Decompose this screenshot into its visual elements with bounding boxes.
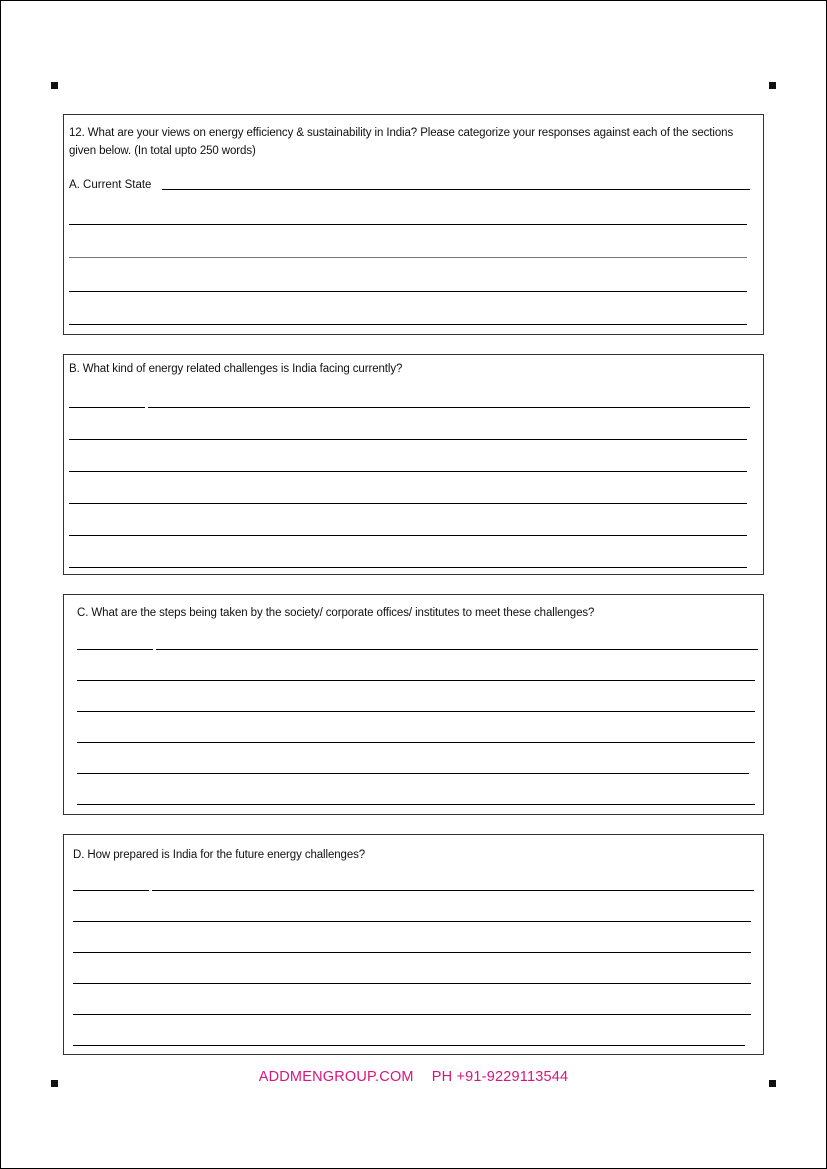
part-d-question: D. How prepared is India for the future energy challenges? bbox=[73, 849, 366, 861]
part-a-answer-line-5[interactable] bbox=[69, 324, 747, 325]
question-12-text: 12. What are your views on energy efficiency & sustainability in India? Please categorize your responses against each of the sections given below. (In total upto 250 words) bbox=[69, 127, 734, 157]
question-12-section bbox=[63, 114, 764, 335]
part-d-answer-line-3[interactable] bbox=[73, 952, 751, 953]
part-d-answer-line-6[interactable] bbox=[73, 1045, 745, 1046]
part-b-question: B. What kind of energy related challenges is India facing currently? bbox=[69, 363, 403, 375]
part-b-answer-line-1b[interactable] bbox=[148, 407, 750, 408]
part-b-answer-line-2[interactable] bbox=[69, 439, 747, 440]
part-b-answer-line-6[interactable] bbox=[69, 567, 747, 568]
part-d-answer-line-1a[interactable] bbox=[73, 890, 149, 891]
part-b-section bbox=[63, 354, 764, 575]
part-d-answer-line-2[interactable] bbox=[73, 921, 751, 922]
part-b-answer-line-5[interactable] bbox=[69, 535, 747, 536]
part-c-answer-line-1b[interactable] bbox=[156, 649, 758, 650]
part-c-question: C. What are the steps being taken by the society/ corporate offices/ institutes to meet these challenges? bbox=[77, 607, 595, 619]
part-a-answer-line-4[interactable] bbox=[69, 291, 747, 292]
part-c-answer-line-1a[interactable] bbox=[77, 649, 153, 650]
part-b-answer-line-3[interactable] bbox=[69, 471, 747, 472]
part-d-answer-line-4[interactable] bbox=[73, 983, 751, 984]
crop-mark-top-right bbox=[769, 82, 776, 89]
part-d-section bbox=[63, 834, 764, 1055]
part-c-answer-line-5[interactable] bbox=[77, 773, 749, 774]
part-a-answer-line-3[interactable] bbox=[69, 257, 747, 258]
footer-website: ADDMENGROUP.COM bbox=[258, 1069, 414, 1085]
part-c-answer-line-2[interactable] bbox=[77, 680, 755, 681]
part-c-answer-line-4[interactable] bbox=[77, 742, 755, 743]
part-d-answer-line-1b[interactable] bbox=[152, 890, 754, 891]
part-c-answer-line-6[interactable] bbox=[77, 804, 755, 805]
part-a-answer-line-2[interactable] bbox=[69, 224, 747, 225]
footer bbox=[0, 1069, 827, 1085]
footer-phone: PH +91-9229113544 bbox=[431, 1069, 569, 1085]
part-a-label: A. Current State bbox=[69, 179, 152, 191]
part-b-answer-line-1a[interactable] bbox=[69, 407, 145, 408]
part-c-answer-line-3[interactable] bbox=[77, 711, 755, 712]
part-d-answer-line-5[interactable] bbox=[73, 1014, 751, 1015]
crop-mark-top-left bbox=[51, 82, 58, 89]
part-b-answer-line-4[interactable] bbox=[69, 503, 747, 504]
part-c-section bbox=[63, 594, 764, 815]
part-a-answer-line-1[interactable] bbox=[162, 189, 750, 190]
